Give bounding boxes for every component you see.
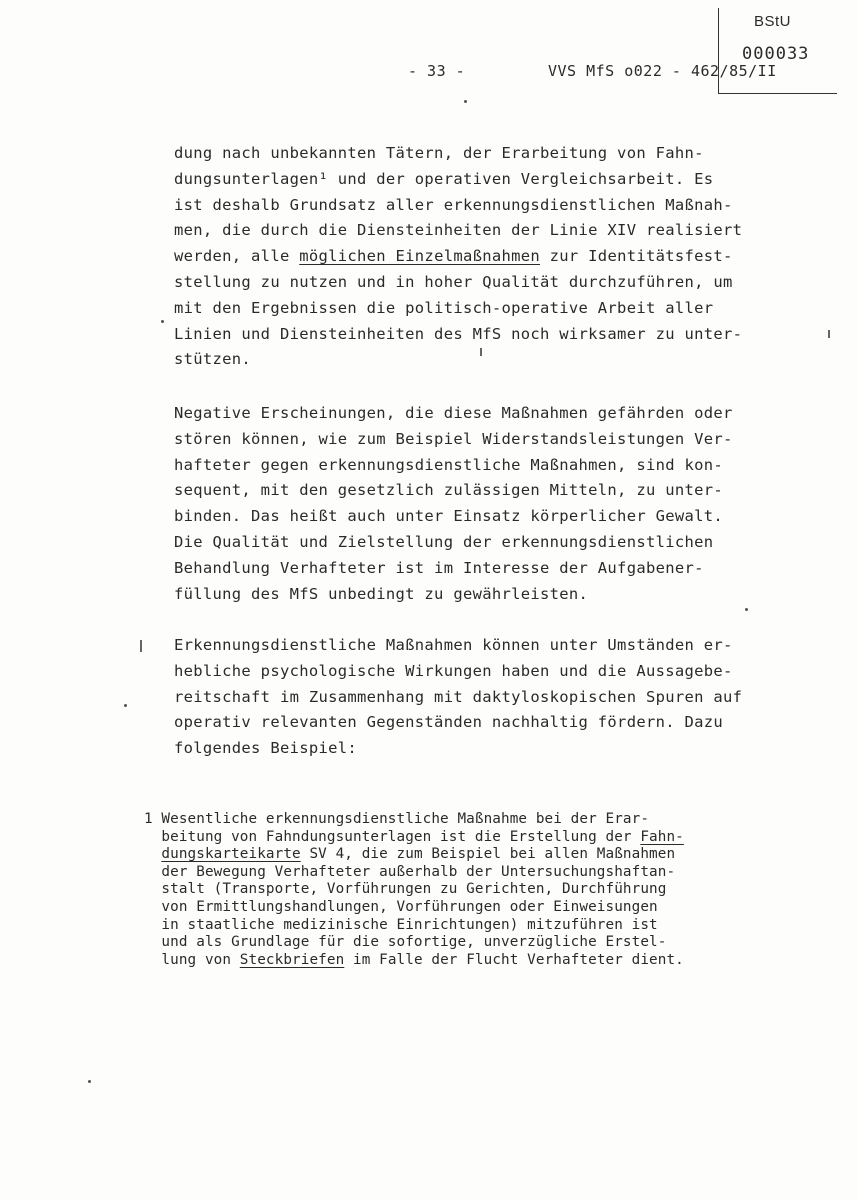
- text-line: 1 Wesentliche erkennungsdienstliche Maßnahme bei der Erar-: [144, 811, 650, 827]
- document-reference: VVS MfS o022 - 462/85/II: [548, 62, 777, 80]
- underlined-phrase: dungskarteikarte: [161, 846, 301, 863]
- scan-speck: [161, 320, 164, 323]
- text-line: werden, alle möglichen Einzelmaßnahmen zur Identitätsfest-: [174, 247, 733, 266]
- text-line: stören können, wie zum Beispiel Widerstandsleistungen Ver-: [174, 429, 733, 448]
- text-line: Behandlung Verhafteter ist im Interesse der Aufgabener-: [174, 558, 704, 577]
- text-line: und als Grundlage für die sofortige, unverzügliche Erstel-: [144, 934, 667, 951]
- text-line: binden. Das heißt auch unter Einsatz körperlicher Gewalt.: [174, 507, 724, 526]
- text-line: reitschaft im Zusammenhang mit daktyloskopischen Spuren auf: [174, 687, 743, 706]
- text-line: dungsunterlagen¹ und der operativen Vergleichsarbeit. Es: [174, 169, 714, 188]
- text-line: Erkennungsdienstliche Maßnahmen können unter Umständen er-: [174, 636, 733, 654]
- underlined-phrase: Steckbriefen: [239, 951, 345, 968]
- scan-speck: [124, 704, 127, 707]
- text-line: dungskarteikarte SV 4, die zum Beispiel bei allen Maßnahmen: [161, 846, 676, 863]
- scan-mark: [140, 640, 142, 652]
- text-line: der Bewegung Verhafteter außerhalb der Untersuchungshaftan-: [144, 863, 676, 880]
- text-line: stalt (Transporte, Vorführungen zu Gerichten, Durchführung: [144, 881, 667, 898]
- text-line: lung von Steckbriefen im Falle der Flucht Verhafteter dient.: [144, 951, 684, 968]
- archive-stamp-label: BStU: [754, 13, 792, 30]
- text-line: hebliche psychologische Wirkungen haben und die Aussagebe-: [174, 661, 733, 680]
- text-line: von Ermittlungshandlungen, Vorführungen oder Einweisungen: [144, 899, 658, 915]
- scan-speck: [745, 608, 748, 611]
- underlined-phrase: möglichen Einzelmaßnahmen: [299, 247, 541, 266]
- underlined-phrase: Fahn-: [640, 828, 684, 845]
- scan-mark: [480, 348, 482, 356]
- text-line: dung nach unbekannten Tätern, der Erarbeitung von Fahn-: [174, 144, 704, 162]
- text-line: füllung des MfS unbedingt zu gewährleisten.: [174, 584, 589, 603]
- text-line: stellung zu nutzen und in hoher Qualität durchzuführen, um: [174, 273, 733, 291]
- text-line: Die Qualität und Zielstellung der erkennungsdienstlichen: [174, 533, 714, 551]
- page-number: - 33 -: [408, 62, 466, 80]
- text-line: in staatliche medizinische Einrichtungen) mitzuführen ist: [144, 916, 658, 933]
- scan-mark: [828, 330, 830, 338]
- scan-speck: [88, 1080, 91, 1083]
- text-line: Linien und Diensteinheiten des MfS noch wirksamer zu unter-: [174, 324, 743, 343]
- scan-speck: [464, 100, 467, 103]
- text-line: ist deshalb Grundsatz aller erkennungsdienstlichen Maßnah-: [174, 195, 733, 214]
- text-line: beitung von Fahndungsunterlagen ist die Erstellung der Fahn-: [144, 828, 684, 845]
- text-line: mit den Ergebnissen die politisch-operative Arbeit aller: [174, 298, 714, 317]
- text-line: Negative Erscheinungen, die diese Maßnahmen gefährden oder: [174, 404, 733, 422]
- text-line: folgendes Beispiel:: [174, 739, 358, 758]
- text-line: sequent, mit den gesetzlich zulässigen Mitteln, zu unter-: [174, 481, 724, 500]
- text-line: hafteter gegen erkennungsdienstliche Maßnahmen, sind kon-: [174, 455, 724, 474]
- text-line: operativ relevanten Gegenständen nachhaltig fördern. Dazu: [174, 713, 724, 732]
- text-line: stützen.: [174, 350, 252, 369]
- text-line: men, die durch die Diensteinheiten der Linie XIV realisiert: [174, 221, 743, 240]
- archive-stamp-number: 000033: [742, 44, 810, 64]
